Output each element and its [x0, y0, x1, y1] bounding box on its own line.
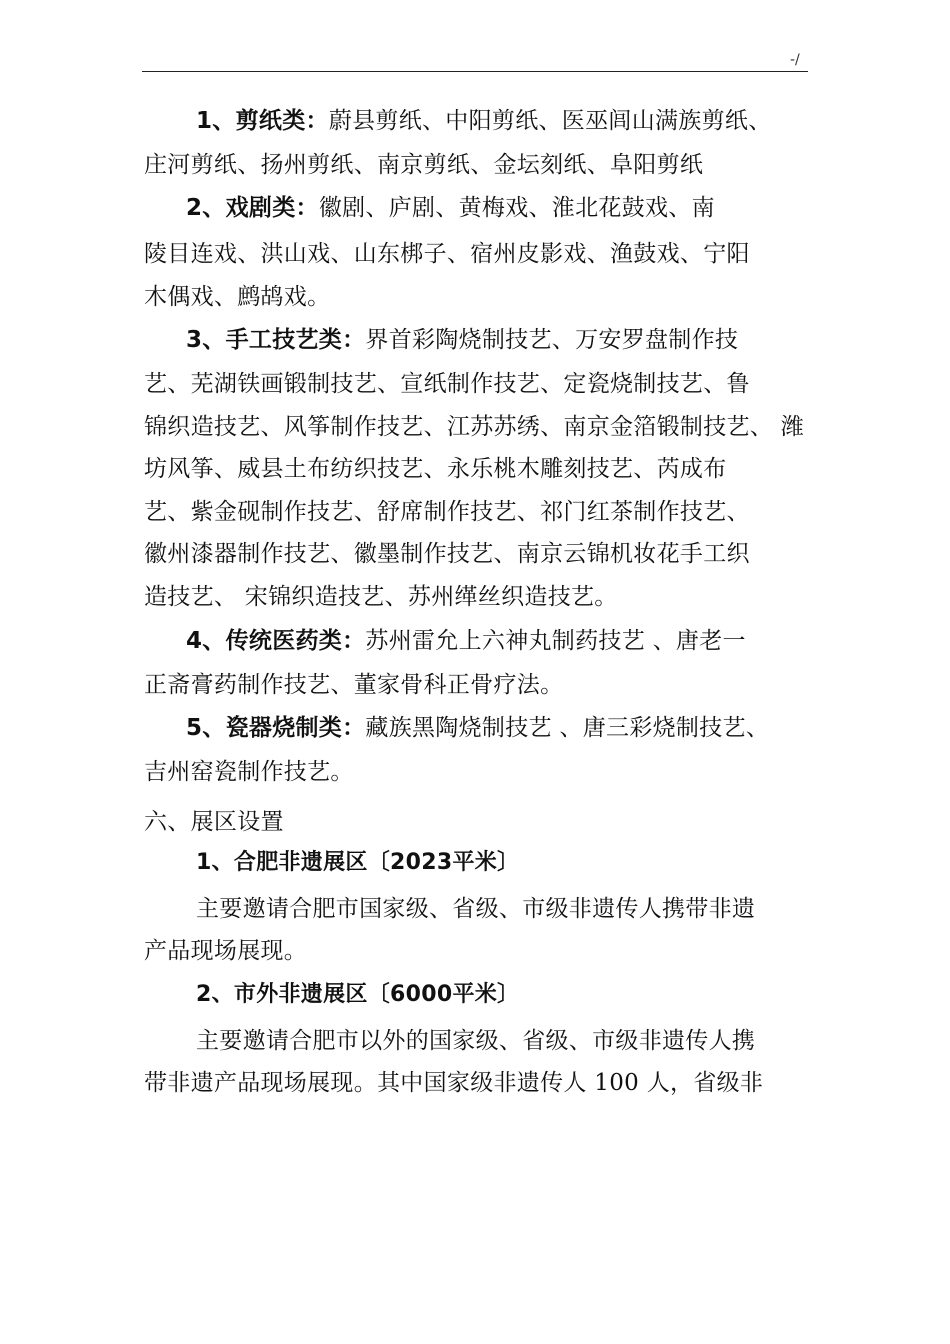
- header-rule: [142, 71, 808, 72]
- section-craft-line-5: 艺、紫金砚制作技艺、舒席制作技艺、祁门红茶制作技艺、: [144, 499, 750, 525]
- section-medicine-line-2: 正斋膏药制作技艺、董家骨科正骨疗法。: [144, 672, 564, 698]
- section-craft-line-4: 坊风筝、威县土布纺织技艺、永乐桃木雕刻技艺、芮成布: [144, 456, 727, 482]
- zone-hefei-line-1: 主要邀请合肥市国家级、省级、市级非遗传人携带非遗: [196, 896, 756, 922]
- section-papercut-line-2: 庄河剪纸、扬州剪纸、南京剪纸、金坛刻纸、阜阳剪纸: [144, 152, 704, 178]
- section-craft-line-3: 锦织造技艺、风筝制作技艺、江苏苏绣、南京金箔锻制技艺、 潍: [144, 414, 805, 440]
- section-opera-line-1: [186, 193, 715, 223]
- zone-hefei-line-2: 产品现场展现。: [144, 938, 308, 964]
- header-mark: -/: [790, 52, 800, 68]
- section-porcelain-line-1: [186, 713, 769, 743]
- section-medicine-line-1: [186, 626, 746, 656]
- zone-hefei-title: 1、合肥非遗展区〔2023平米〕: [196, 850, 520, 875]
- section-opera-text: 徽剧、庐剧、黄梅戏、淮北花鼓戏、南: [318, 195, 715, 221]
- section-papercut-line-1: [196, 106, 772, 136]
- section-craft-line-6: 徽州漆器制作技艺、徽墨制作技艺、南京云锦机妆花手工织: [144, 541, 750, 567]
- zone-outside-line-1: 主要邀请合肥市以外的国家级、省级、市级非遗传人携: [196, 1028, 756, 1054]
- section-craft-line-1: [186, 325, 738, 355]
- section-papercut-text: 蔚县剪纸、中阳剪纸、医巫闾山满族剪纸、: [328, 108, 772, 134]
- section-opera-line-2: 陵目连戏、洪山戏、山东梆子、宿州皮影戏、渔鼓戏、宁阳: [144, 241, 750, 267]
- section-medicine-label: 4、传统医药类：: [186, 628, 366, 654]
- zone-outside-line-2: 带非遗产品现场展现。其中国家级非遗传人 100 人，省级非: [144, 1070, 764, 1096]
- section-craft-label: 3、手工技艺类：: [186, 327, 366, 353]
- section-opera-line-3: 木偶戏、鹧鸪戏。: [144, 284, 331, 310]
- section-craft-line-7: 造技艺、 宋锦织造技艺、苏州缂丝织造技艺。: [144, 584, 618, 610]
- section-papercut-label: 1、剪纸类：: [196, 108, 329, 134]
- section-porcelain-text: 藏族黑陶烧制技艺 、唐三彩烧制技艺、: [365, 715, 770, 741]
- section-craft-line-2: 艺、芜湖铁画锻制技艺、宣纸制作技艺、定瓷烧制技艺、鲁: [144, 371, 750, 397]
- section-craft-text: 界首彩陶烧制技艺、万安罗盘制作技: [365, 327, 739, 353]
- section-medicine-text: 苏州雷允上六神丸制药技艺 、唐老一: [365, 628, 746, 654]
- zone-outside-title: 2、市外非遗展区〔6000平米〕: [196, 982, 520, 1007]
- section-porcelain-line-2: 吉州窑瓷制作技艺。: [144, 759, 354, 785]
- section-porcelain-label: 5、瓷器烧制类：: [186, 715, 366, 741]
- zones-heading: 六、展区设置: [144, 809, 284, 835]
- section-opera-label: 2、戏剧类：: [186, 195, 319, 221]
